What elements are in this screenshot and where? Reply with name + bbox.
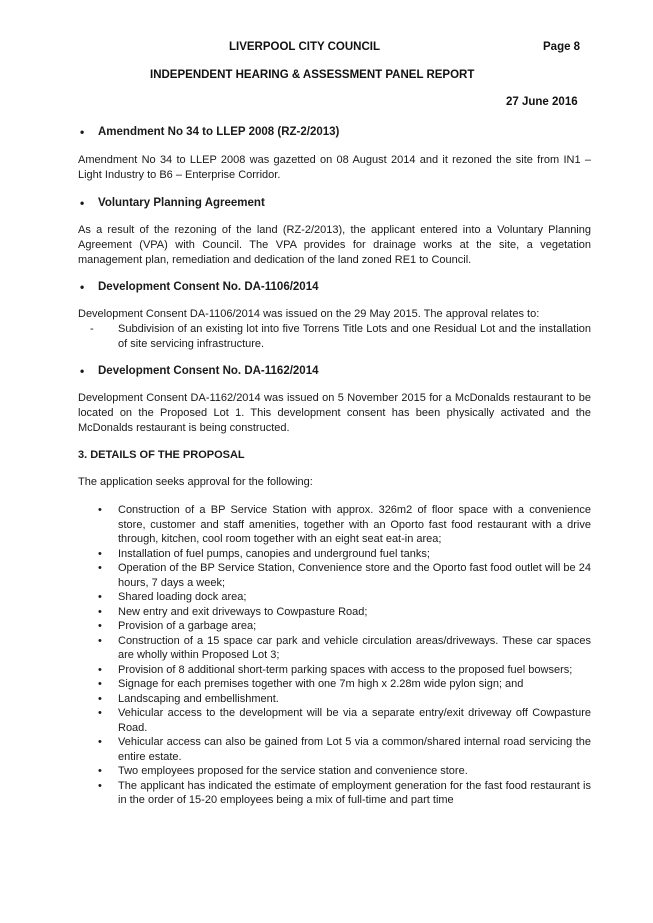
list-item-text: New entry and exit driveways to Cowpasture Road; — [118, 605, 368, 618]
da1106-paragraph: Development Consent DA-1106/2014 was issued on the 29 May 2015. The approval relates to: — [78, 308, 540, 320]
list-item-text: Installation of fuel pumps, canopies and underground fuel tanks; — [118, 547, 430, 560]
da1106-heading — [80, 280, 319, 294]
list-item — [98, 503, 591, 547]
bullet-icon: • — [80, 125, 85, 139]
list-item — [98, 619, 591, 634]
list-item-text: Vehicular access can also be gained from Lot 5 via a common/shared internal road servicing the entire estate. — [118, 736, 591, 763]
vpa-paragraph: As a result of the rezoning of the land (RZ-2/2013), the applicant entered into a Voluntary Planning Agreement (VPA) with Council. The VPA provides for drainage works at the site, a vegetation management plan, remediation and dedication of the land zoned RE1 to Council. — [78, 224, 591, 266]
list-item-text: Two employees proposed for the service station and convenience store. — [118, 765, 468, 777]
list-item-text: Construction of a BP Service Station with approx. 326m2 of floor space with a convenience store, customer and staff amenities, together with an Oporto fast food restaurant with a drive through, kitchen, cool room together with an eight seat eat-in area; — [118, 504, 591, 545]
bullet-icon: • — [98, 736, 102, 748]
bullet-icon: • — [98, 663, 102, 676]
list-item-text: Vehicular access to the development will be via a separate entry/exit driveway off Cowpasture Road. — [118, 707, 591, 734]
list-item-text: Provision of 8 additional short-term parking spaces with access to the proposed fuel bowsers; — [118, 663, 573, 676]
dash-icon: - — [90, 323, 94, 335]
report-date: 27 June 2016 — [506, 96, 578, 108]
list-item-text: Provision of a garbage area; — [118, 620, 257, 632]
bullet-icon: • — [98, 547, 102, 560]
proposal-intro: The application seeks approval for the following: — [78, 476, 313, 488]
list-item — [98, 677, 591, 692]
heading-text: Development Consent No. DA-1106/2014 — [98, 281, 319, 293]
list-item — [98, 692, 591, 707]
amendment-paragraph: Amendment No 34 to LLEP 2008 was gazetted on 08 August 2014 and it rezoned the site from IN1 – Light Industry to B6 – Enterprise Corridor. — [78, 154, 591, 181]
heading-text: Amendment No 34 to LLEP 2008 (RZ-2/2013) — [98, 126, 340, 138]
da1162-paragraph: Development Consent DA-1162/2014 was issued on 5 November 2015 for a McDonalds restaurant to be located on the Proposed Lot 1. This development consent has been physically activated and the McDonalds restaurant is being constructed. — [78, 392, 591, 434]
list-item — [98, 764, 591, 779]
bullet-icon: • — [98, 620, 102, 632]
report-title: INDEPENDENT HEARING & ASSESSMENT PANEL REPORT — [150, 69, 475, 81]
list-item — [98, 735, 591, 764]
bullet-icon: • — [98, 562, 102, 574]
bullet-icon: • — [98, 605, 102, 618]
heading-text: Voluntary Planning Agreement — [98, 197, 265, 209]
bullet-icon: • — [80, 196, 85, 210]
page-number: Page 8 — [543, 41, 581, 53]
list-item-text: Construction of a 15 space car park and vehicle circulation areas/driveways. These car spaces are wholly within Proposed Lot 3; — [118, 634, 591, 661]
amendment-heading — [80, 125, 340, 139]
bullet-icon: • — [98, 779, 102, 792]
list-item — [98, 561, 591, 590]
list-item-text: Shared loading dock area; — [118, 591, 247, 603]
da1162-heading — [80, 364, 319, 378]
bullet-icon: • — [98, 591, 102, 603]
vpa-heading — [80, 196, 265, 210]
list-item — [98, 634, 591, 663]
list-item — [98, 663, 591, 678]
bullet-icon: • — [98, 692, 102, 705]
bullet-icon: • — [98, 634, 102, 647]
list-item — [98, 706, 591, 735]
proposal-list — [98, 503, 591, 808]
bullet-icon: • — [80, 364, 85, 378]
bullet-icon: • — [80, 280, 85, 294]
list-item-text: Signage for each premises together with one 7m high x 2.28m wide pylon sign; and — [118, 678, 524, 690]
list-item — [98, 547, 591, 562]
da1106-list — [90, 322, 591, 351]
list-item-text: Subdivision of an existing lot into five Torrens Title Lots and one Residual Lot and the installation of site servicing infrastructure. — [118, 323, 591, 350]
bullet-icon: • — [98, 678, 102, 690]
bullet-icon: • — [98, 765, 102, 777]
list-item — [98, 605, 591, 620]
list-item-text: The applicant has indicated the estimate of employment generation for the fast food restaurant is in the order of 15-20 employees being a mix of full-time and part time — [118, 779, 591, 806]
list-item-text: Operation of the BP Service Station, Convenience store and the Oporto fast food outlet will be 24 hours, 7 days a week; — [118, 562, 591, 589]
list-item — [98, 779, 591, 808]
heading-text: Development Consent No. DA-1162/2014 — [98, 365, 319, 377]
council-name: LIVERPOOL CITY COUNCIL — [229, 41, 381, 53]
list-item-text: Landscaping and embellishment. — [118, 692, 279, 705]
list-item — [98, 590, 591, 605]
bullet-icon: • — [98, 707, 102, 719]
proposal-heading: 3. DETAILS OF THE PROPOSAL — [78, 449, 245, 461]
bullet-icon: • — [98, 504, 102, 516]
list-item — [90, 322, 591, 351]
